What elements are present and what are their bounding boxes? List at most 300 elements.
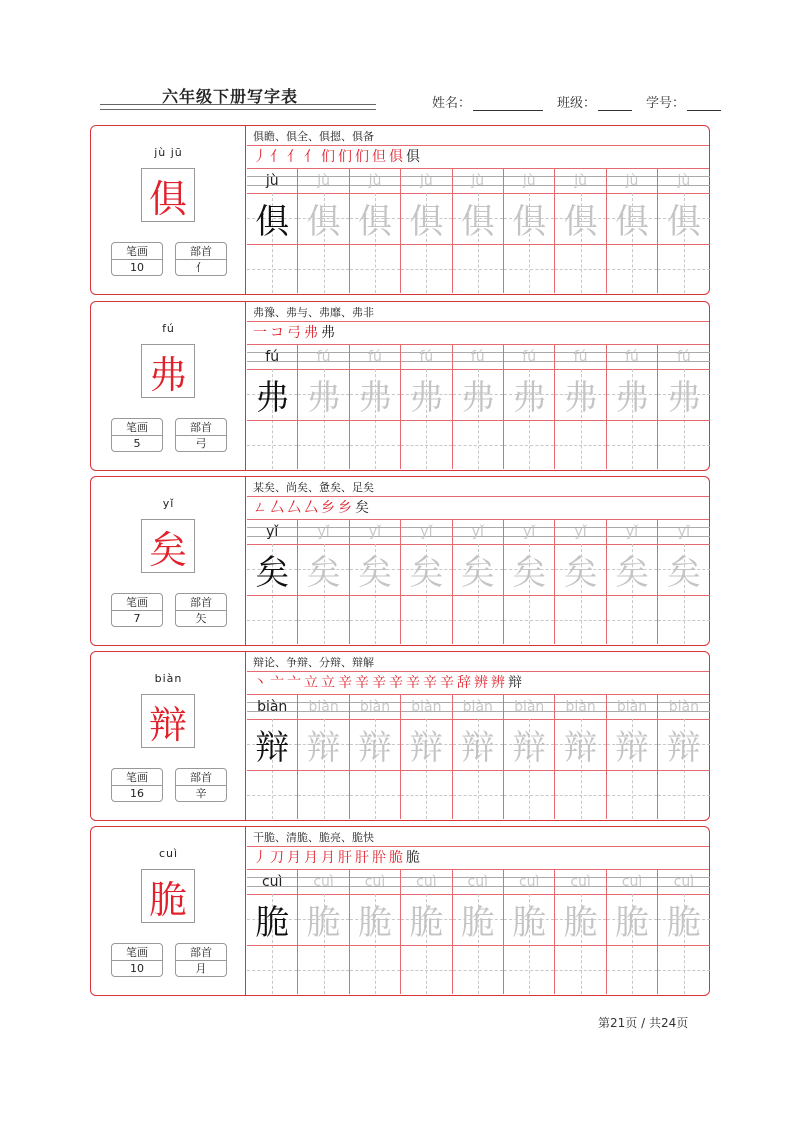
cell-divider [350,945,400,946]
character-trace: 辩 [666,728,701,768]
practice-cell[interactable] [453,520,504,644]
stroke-step: 辛 [406,675,423,691]
guide-line-horizontal [658,970,709,971]
character-trace: 弗 [563,378,598,418]
character-trace: 弗 [512,378,547,418]
guide-line-horizontal [555,970,605,971]
guide-line-horizontal [401,445,451,446]
stroke-order [253,146,423,168]
cell-divider [298,420,348,421]
guide-line-horizontal [607,269,657,270]
character-model: 辩 [255,728,290,768]
character-trace: 脆 [460,903,495,943]
pinyin-trace: jù [401,169,451,193]
character-card [90,476,710,646]
guide-line-horizontal [607,970,657,971]
stroke-step: 辛 [355,675,372,691]
guide-line-horizontal [555,620,605,621]
practice-cell[interactable] [658,695,709,819]
guide-line-horizontal [247,795,297,796]
student-id-blank[interactable] [687,97,721,111]
stroke-step: 乡 [338,500,355,516]
character-trace: 矣 [409,553,444,593]
guide-line-horizontal [658,269,709,270]
practice-panel [247,477,709,645]
stroke-count-label: 笔画 [112,944,162,961]
practice-cell[interactable] [453,695,504,819]
guide-line-horizontal [350,620,400,621]
character-trace: 矣 [614,553,649,593]
pinyin-trace: yǐ [658,520,709,544]
cell-divider [350,244,400,245]
guide-line-horizontal [350,970,400,971]
pinyin-trace: fú [401,345,451,369]
character-pinyin: fú [162,322,175,335]
practice-cell[interactable] [247,695,298,819]
practice-grid [247,520,710,644]
pinyin-trace: biàn [298,695,348,719]
character-trace: 俱 [563,202,598,242]
practice-cell[interactable] [247,520,298,644]
stroke-step: 弗 [304,325,321,341]
pinyin-trace: cuì [350,870,400,894]
radical-box [175,242,227,276]
pinyin-trace: fú [607,345,657,369]
character-display: 弗 [141,344,195,398]
cell-divider [298,595,348,596]
stroke-step: 矣 [355,500,372,516]
guide-line-horizontal [298,269,348,270]
stroke-step: ㄥ [253,500,270,516]
stroke-step: 脆 [389,850,406,866]
pinyin-trace: cuì [504,870,554,894]
stroke-step: 辛 [338,675,355,691]
practice-cell[interactable] [401,169,452,293]
practice-cell[interactable] [298,870,349,994]
character-pinyin: yǐ [162,497,175,510]
stroke-step: 弗 [321,325,338,341]
stroke-step: 厶 [287,500,304,516]
practice-cell[interactable] [607,695,658,819]
pinyin-trace: cuì [401,870,451,894]
stroke-count-label: 笔画 [112,243,162,260]
page-title: 六年级下册写字表 [162,87,299,106]
practice-grid [247,345,710,469]
cell-divider [401,595,451,596]
cell-divider [555,945,605,946]
pinyin-trace: jù [555,169,605,193]
stroke-count-box [111,943,163,977]
guide-line-horizontal [555,445,605,446]
cell-divider [658,595,709,596]
pinyin-trace: yǐ [607,520,657,544]
stroke-count-label: 笔画 [112,769,162,786]
character-trace: 弗 [614,378,649,418]
stroke-count-box [111,418,163,452]
pinyin-trace: fú [504,345,554,369]
character-trace: 弗 [357,378,392,418]
student-id-field[interactable] [646,92,721,111]
stroke-count-box [111,593,163,627]
guide-line-horizontal [401,795,451,796]
guide-line-horizontal [453,620,503,621]
character-model: 矣 [255,553,290,593]
radical-label: 部首 [176,419,226,436]
pinyin-trace: jù [453,169,503,193]
practice-cell[interactable] [504,695,555,819]
stroke-step: 丶 [253,675,270,691]
character-model: 脆 [255,903,290,943]
practice-grid [247,169,710,293]
practice-panel [247,302,709,470]
example-words: 弗豫、弗与、弗靡、弗非 [253,306,374,319]
pinyin-trace: biàn [658,695,709,719]
cell-divider [247,420,297,421]
practice-grid [247,695,710,819]
pinyin-trace: cuì [658,870,709,894]
stroke-step: 立 [304,675,321,691]
example-words: 干脆、清脆、脆亮、脆快 [253,831,374,844]
cell-divider [504,595,554,596]
guide-line-horizontal [453,445,503,446]
pinyin-trace: yǐ [350,520,400,544]
student-id-label: 学号： [646,96,686,111]
stroke-step: 们 [321,149,338,165]
character-trace: 弗 [666,378,701,418]
practice-cell[interactable] [607,345,658,469]
character-display: 辩 [141,694,195,748]
stroke-count-value: 10 [130,962,144,975]
pinyin-trace: yǐ [298,520,348,544]
guide-line-horizontal [401,970,451,971]
cell-divider [401,770,451,771]
guide-line-horizontal [555,795,605,796]
practice-cell[interactable] [658,345,709,469]
cell-divider [504,420,554,421]
practice-cell[interactable] [298,169,349,293]
cell-divider [607,945,657,946]
character-trace: 辩 [512,728,547,768]
class-blank[interactable] [598,97,632,111]
guide-line-horizontal [453,970,503,971]
character-pinyin: biàn [154,672,183,685]
radical-label: 部首 [176,769,226,786]
character-trace: 弗 [460,378,495,418]
stroke-step: 俱 [406,149,423,165]
example-words: 俱瞻、俱全、俱摁、俱备 [253,130,374,143]
character-card [90,651,710,821]
guide-line-horizontal [350,269,400,270]
character-trace: 辩 [460,728,495,768]
example-words: 某矣、尚矣、惫矣、足矣 [253,481,374,494]
practice-cell[interactable] [504,345,555,469]
title-underline [100,104,376,110]
cell-divider [607,770,657,771]
guide-line-horizontal [607,620,657,621]
character-trace: 矣 [512,553,547,593]
character-trace: 弗 [409,378,444,418]
pinyin-trace: cuì [607,870,657,894]
name-label: 姓名： [432,96,472,111]
stroke-count-label: 笔画 [112,594,162,611]
guide-line-horizontal [555,269,605,270]
practice-cell[interactable] [350,520,401,644]
cell-divider [607,244,657,245]
radical-box [175,943,227,977]
practice-cell[interactable] [350,345,401,469]
practice-cell[interactable] [555,695,606,819]
stroke-step: 辛 [372,675,389,691]
practice-cell[interactable] [401,695,452,819]
stroke-order [253,847,423,869]
character-trace: 矣 [357,553,392,593]
stroke-order [253,497,372,519]
pinyin-model: cuì [247,870,297,894]
pinyin-trace: fú [298,345,348,369]
cell-divider [298,770,348,771]
character-model: 俱 [255,202,290,242]
pinyin-trace: biàn [401,695,451,719]
cell-divider [658,945,709,946]
practice-cell[interactable] [247,345,298,469]
stroke-count-label: 笔画 [112,419,162,436]
character-trace: 辩 [563,728,598,768]
cell-divider [504,945,554,946]
practice-panel [247,126,709,294]
radical-label: 部首 [176,243,226,260]
pinyin-trace: biàn [555,695,605,719]
pinyin-trace: cuì [298,870,348,894]
pinyin-trace: jù [658,169,709,193]
practice-cell[interactable] [298,695,349,819]
character-info-panel [91,126,246,294]
practice-cell[interactable] [658,169,709,293]
practice-cell[interactable] [298,520,349,644]
cell-divider [607,420,657,421]
pinyin-trace: fú [453,345,503,369]
guide-line-horizontal [350,445,400,446]
stroke-step: 乡 [321,500,338,516]
stroke-step: 一 [253,325,270,341]
radical-box [175,768,227,802]
character-card [90,826,710,996]
cell-divider [453,770,503,771]
page-header [0,0,800,120]
practice-panel [247,827,709,995]
character-trace: 俱 [666,202,701,242]
character-info-panel [91,652,246,820]
stroke-count-box [111,242,163,276]
practice-cell[interactable] [350,169,401,293]
cell-divider [401,420,451,421]
pinyin-trace: yǐ [555,520,605,544]
stroke-step: 辛 [423,675,440,691]
practice-cell[interactable] [401,345,452,469]
radical-value: 辛 [195,787,207,800]
character-card [90,301,710,471]
stroke-step: 厶 [304,500,321,516]
pinyin-trace: cuì [453,870,503,894]
guide-line-horizontal [453,795,503,796]
cell-divider [555,420,605,421]
stroke-step: 厶 [270,500,287,516]
name-field[interactable] [432,92,543,111]
character-trace: 脆 [306,903,341,943]
class-label: 班级： [557,96,597,111]
radical-value: 矢 [195,612,207,625]
guide-line-horizontal [247,269,297,270]
pinyin-trace: cuì [555,870,605,894]
character-trace: 辩 [614,728,649,768]
practice-cell[interactable] [298,345,349,469]
stroke-step: 辛 [389,675,406,691]
pinyin-trace: jù [298,169,348,193]
cell-divider [658,420,709,421]
cell-divider [350,770,400,771]
character-trace: 矣 [666,553,701,593]
practice-cell[interactable] [555,169,606,293]
character-trace: 脆 [357,903,392,943]
character-info-panel [91,477,246,645]
stroke-step: 辨 [474,675,491,691]
cell-divider [298,945,348,946]
practice-cell[interactable] [453,870,504,994]
stroke-step: 立 [321,675,338,691]
practice-cell[interactable] [658,870,709,994]
character-trace: 俱 [512,202,547,242]
stroke-step: 们 [338,149,355,165]
stroke-step: 亻 [287,149,304,165]
guide-line-horizontal [504,795,554,796]
practice-cell[interactable] [350,695,401,819]
pinyin-trace: biàn [453,695,503,719]
guide-line-horizontal [504,445,554,446]
guide-line-horizontal [401,620,451,621]
stroke-count-box [111,768,163,802]
practice-cell[interactable] [504,520,555,644]
character-trace: 俱 [409,202,444,242]
stroke-step: 弓 [287,325,304,341]
example-words: 辩论、争辩、分辩、辩解 [253,656,374,669]
radical-value: 亻 [195,261,207,274]
practice-cell[interactable] [453,169,504,293]
pinyin-model: fú [247,345,297,369]
practice-cell[interactable] [401,870,452,994]
guide-line-horizontal [247,445,297,446]
pinyin-trace: yǐ [453,520,503,544]
pinyin-trace: fú [555,345,605,369]
character-trace: 俱 [460,202,495,242]
cell-divider [504,770,554,771]
pinyin-trace: fú [658,345,709,369]
practice-cell[interactable] [658,520,709,644]
cell-divider [607,595,657,596]
radical-label: 部首 [176,944,226,961]
guide-line-horizontal [658,620,709,621]
character-display: 矣 [141,519,195,573]
guide-line-horizontal [247,970,297,971]
character-trace: 辩 [409,728,444,768]
stroke-step: 月 [304,850,321,866]
stroke-step: 亠 [270,675,287,691]
cell-divider [658,244,709,245]
practice-cell[interactable] [555,345,606,469]
character-trace: 俱 [357,202,392,242]
character-trace: 矣 [460,553,495,593]
stroke-step: 辛 [440,675,457,691]
character-trace: 脆 [666,903,701,943]
stroke-step: 月 [321,850,338,866]
character-trace: 脆 [512,903,547,943]
stroke-step: 肝 [355,850,372,866]
pinyin-trace: biàn [350,695,400,719]
pinyin-model: yǐ [247,520,297,544]
character-display: 俱 [141,168,195,222]
radical-box [175,418,227,452]
guide-line-horizontal [350,795,400,796]
stroke-step: 肝 [338,850,355,866]
name-blank[interactable] [473,97,543,111]
practice-cell[interactable] [607,870,658,994]
stroke-count-value: 5 [133,437,141,450]
practice-cell[interactable] [247,169,298,293]
guide-line-horizontal [298,620,348,621]
cell-divider [453,244,503,245]
practice-cell[interactable] [607,169,658,293]
guide-line-horizontal [504,269,554,270]
pinyin-model: biàn [247,695,297,719]
cell-divider [453,420,503,421]
radical-label: 部首 [176,594,226,611]
character-info-panel [91,827,246,995]
pinyin-trace: biàn [607,695,657,719]
practice-cell[interactable] [504,870,555,994]
guide-line-horizontal [453,269,503,270]
pinyin-trace: yǐ [504,520,554,544]
cell-divider [298,244,348,245]
stroke-step: 刀 [270,850,287,866]
page-number: 第21页 / 共24页 [598,1016,689,1030]
stroke-step: 亻 [304,149,321,165]
character-trace: 脆 [563,903,598,943]
pinyin-trace: jù [350,169,400,193]
practice-cell[interactable] [401,520,452,644]
practice-cell[interactable] [350,870,401,994]
character-trace: 脆 [409,903,444,943]
stroke-count-value: 7 [133,612,141,625]
student-info-fields [432,92,721,111]
pinyin-trace: jù [607,169,657,193]
character-model: 弗 [255,378,290,418]
practice-grid [247,870,710,994]
cell-divider [555,770,605,771]
class-field[interactable] [557,92,632,111]
character-card [90,125,710,295]
cell-divider [555,595,605,596]
character-trace: 脆 [614,903,649,943]
practice-cell[interactable] [555,520,606,644]
practice-cell[interactable] [504,169,555,293]
stroke-order [253,322,338,344]
cell-divider [247,770,297,771]
practice-cell[interactable] [247,870,298,994]
practice-cell[interactable] [453,345,504,469]
pinyin-trace: fú [350,345,400,369]
practice-cell[interactable] [607,520,658,644]
cell-divider [555,244,605,245]
practice-cell[interactable] [555,870,606,994]
cell-divider [401,945,451,946]
